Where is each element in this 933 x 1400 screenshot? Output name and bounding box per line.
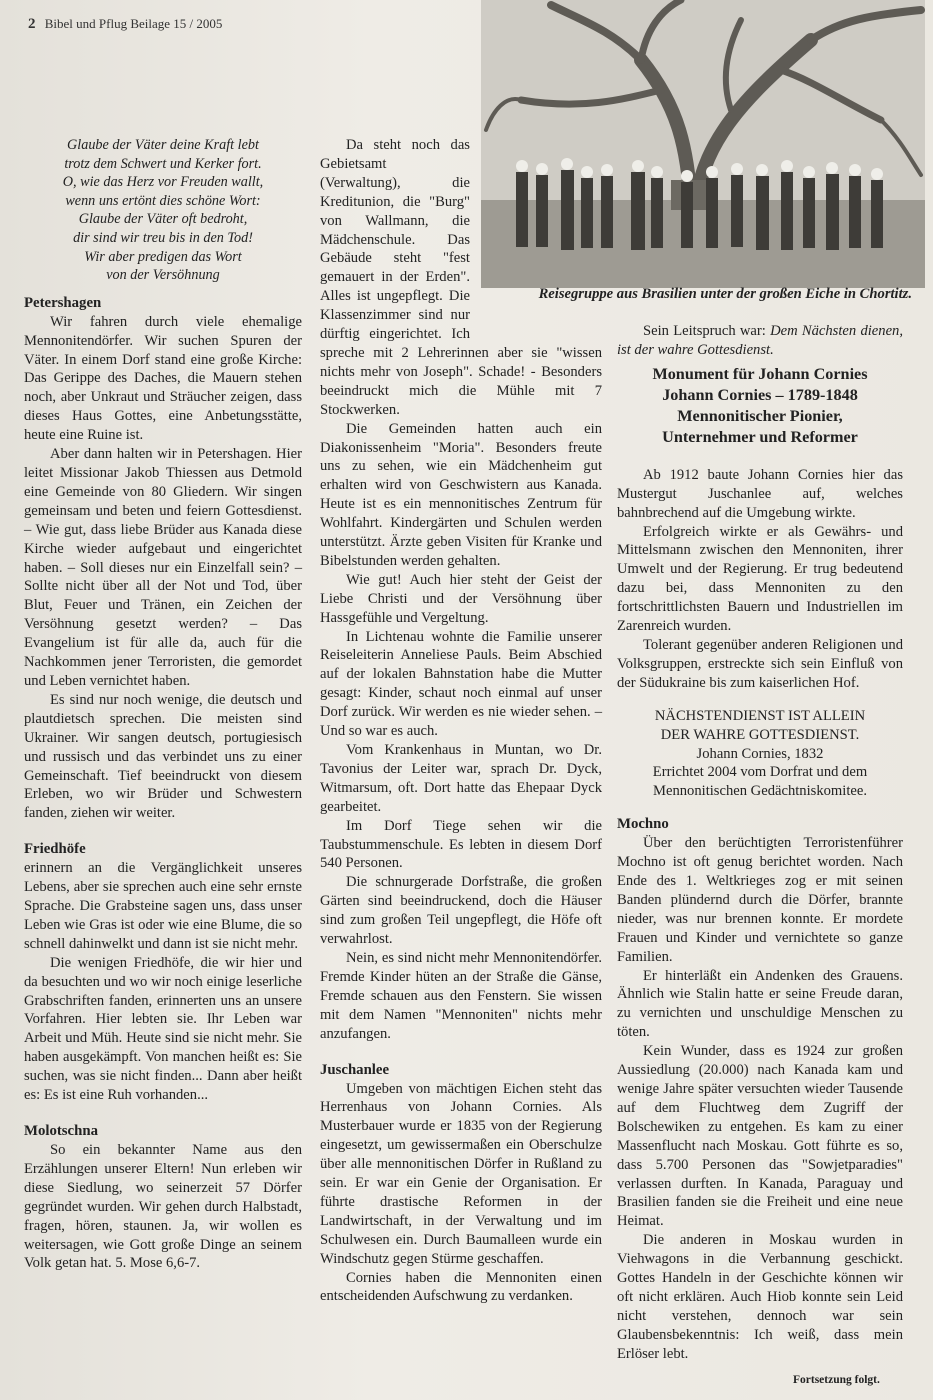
poem-line: von der Versöhnung (106, 267, 220, 284)
paragraph: Ab 1912 baute Johann Cornies hier das Mustergut Juschanlee auf, welches bahnbrechend auf die Umgebung wirkte. (617, 466, 903, 521)
paragraph: Im Dorf Tiege sehen wir die Taubstummenschule. Es lebten in diesem Dorf 540 Personen. (320, 817, 602, 872)
paragraph: Kein Wunder, dass es 1924 zur großen Aussiedlung (20.000) nach Kanada kam und wenige Jahre später versuchten wieder Tausende auf dem Fluchtweg dem Zugriff der Bolschewiken zu entgehen. Es kam zu einer Massenflucht nach Moskau. Gott führte es so, dass 5.700 Personen das "Sowjetparadies" verlassen durften. In Kanada, Paraguay und Brasilien fanden sie die Freiheit und eine neue Heimat. (617, 1043, 903, 1230)
monument-line: Mennonitischer Pionier, (677, 406, 843, 425)
paragraph: Cornies haben die Mennoniten einen entscheidenden Aufschwung zu verdanken. (320, 1269, 602, 1305)
publication-title: Bibel und Pflug Beilage (44, 16, 171, 31)
inscription-line: Johann Cornies, 1832 (696, 745, 824, 762)
column-1 (24, 136, 302, 1273)
heading-petershagen: Petershagen (24, 294, 102, 311)
paragraph: Es sind nur noch wenige, die deutsch und plautdietsch sprechen. Die meisten sind Ukrainer. Wir sangen deutsch, portugiesisch und russisch und das verbindet uns zu einer Gemeinschaft. Tief beeindruckt von diesem Erleben, wo wir Brüder und Schwestern fanden, ziehen wir weiter. (24, 691, 302, 822)
motto-paragraph (617, 322, 903, 360)
paragraph: Die anderen in Moskau wurden in Viehwagons in die Verbannung geschickt. Gottes Handeln in der Geschichte können wir oft nicht erklären. Auch Hiob konnte sein Leid nicht verstehen, dennoch war sein Glaubensbekenntnis: Ich weiß, dass mein Erlöser lebt. (617, 1232, 903, 1362)
paragraph: Da steht noch das Gebietsamt (Verwaltung), die Kreditunion, die "Burg" von Wallmann, die Mädchenschule. Das Gebäude steht "fest gemauert in der Erden". Alles ist ungepflegt. Die Klassenzimmer sind nur dürftig eingerichtet. Ich spreche mit 2 Lehrerinnen aber sie "wissen nichts mehr von Joseph". Schade! - Besonders beeindruckt mich die Mühle mit 7 Stockwerken. (320, 137, 602, 418)
paragraph: So ein bekannter Name aus den Erzählungen unserer Eltern! Nun erleben wir diese Siedlung, wo seinerzeit 57 Dörfer gegründet wurden. Wir gehen durch Halbstadt, fragen, hören, staunen. Ja, wir wollen es weitersagen, wie Gott große Dinge an seinem Volk getan hat. 5. Mose 6,6-7. (24, 1142, 302, 1272)
poem (24, 136, 302, 285)
paragraph: Er hinterläßt ein Andenken des Grauens. Ähnlich wie Stalin hatte er seine Freude daran, zu vernichten und unschuldige Menschen zu töten. (617, 967, 903, 1041)
monument-line: Monument für Johann Cornies (652, 364, 868, 383)
inscription-line: NÄCHSTENDIENST IST ALLEIN (654, 707, 866, 724)
paragraph: Die schnurgerade Dorfstraße, die großen Gärten sind beeindruckend, doch die Häuser sind zum großen Teil ungepflegt, die Höfe oft verwahrlost. (320, 874, 602, 948)
photo-wrap-spacer (470, 136, 602, 333)
poem-line: wenn uns ertönt dies schöne Wort: (65, 192, 261, 209)
paragraph: Über den berüchtigten Terroristenführer Mochno ist oft genug berichtet worden. Nach Ende des 1. Weltkrieges zog er mit seinen Banden plündernd durch die Dörfer, brannte nieder, was nur brennen konnte. Er mordete Frauen und Kinder und vernichtete so ganze Familien. (617, 835, 903, 965)
inscription-line: Mennonitischen Gedächtniskomitee. (653, 783, 867, 800)
inscription (617, 707, 903, 802)
motto-prefix: Sein Leitspruch war: (643, 323, 771, 339)
poem-line: Glaube der Väter deine Kraft lebt (67, 137, 259, 153)
poem-line: Wir aber predigen das Wort (84, 248, 242, 265)
paragraph: Vom Krankenhaus in Muntan, wo Dr. Tavonius der Leiter war, sprach Dr. Dyck, Witmarsum, oft. Dort hatte das Ehepaar Dyck gearbeitet. (320, 742, 602, 815)
monument-heading (617, 364, 903, 448)
column-3 (617, 322, 903, 1364)
paragraph: Die wenigen Friedhöfe, die wir hier und da besuchten und wo wir noch einige leserliche Grabschriften fanden, erinnerten uns an unsere Vorfahren. Hier lebten sie. Ihr Leben war Arbeit und Müh. Heute sind sie nicht mehr. Sie haben ausgekämpft. Von manchen heißt es: Sie suchen, was sie nicht finden... Dann aber heißt es: Es ist eine Ruh vorhanden... (24, 954, 302, 1104)
motto: Dem Nächsten dienen, ist der wahre Gottesdienst. (617, 323, 903, 358)
heading-mochno: Mochno (617, 816, 669, 833)
heading-juschanlee: Juschanlee (320, 1061, 390, 1078)
paragraph: Umgeben von mächtigen Eichen steht das Herrenhaus von Johann Cornies. Als Musterbauer wurde er 1835 von der Regierung eingesetzt, um gewissermaßen ein Oberschulze über alle mennonitischen Dörfer in Rußland zu sein. Er war ein Genie der Organisation. Er führte drastische Reformen in der Landwirtschaft, in der Verwaltung und im Schulwesen ein. Durch Baumalleen wurde ein Windschutz gegen Stürme geschaffen. (320, 1080, 602, 1267)
paragraph: Tolerant gegenüber anderen Religionen und Volksgruppen, erstreckte sich sein Einfluß von der Südukraine bis zum kaiserlichen Hof. (617, 636, 903, 691)
paragraph: erinnern an die Vergänglichkeit unseres Lebens, aber sie sprechen auch eine sehr ernste Sprache. Die Grabsteine sagen uns, dass unser Leben wie Gras ist oder wie eine Blume, die so schnell dahinwelkt und dann ist sie nicht mehr. (24, 860, 302, 952)
column-2 (320, 136, 602, 1306)
paragraph: Die Gemeinden hatten auch ein Diakonissenheim "Moria". Besonders freute uns zu sehen, wie ein Mädchenheim gut erhalten wird von Geschwistern aus Kanada. Heute ist es ein mennonitisches Zentrum für Wohlfahrt. Kindergärten und Schulen werden unterstützt. Ärzte geben Visiten für Kranke und Bibelstunden werden gehalten. (320, 420, 602, 569)
monument-line: Unternehmer und Reformer (662, 427, 858, 446)
paragraph: Wir fahren durch viele ehemalige Mennonitendörfer. Wir suchen Spuren der Väter. In einem Dorf stand eine große Kirche: Das Gerippe des Daches, die Mauern stehen noch, aber Unkraut und Sträucher zeigen, dass dieses Haus Gottes, eine Anbetungsstätte, heute eine Ruine ist. (24, 313, 302, 444)
page-number: 2 (28, 16, 36, 32)
inscription-line: DER WAHRE GOTTESDIENST. (660, 726, 860, 743)
poem-line: trotz dem Schwert und Kerker fort. (64, 155, 262, 172)
continued-note: Fortsetzung folgt. (793, 1374, 880, 1386)
paragraph: Erfolgreich wirkte er als Gewährs- und Mittelsmann zwischen den Mennoniten, ihrer Umwelt und der Regierung. Er trug bedeutend dazu bei, dass Mennoniten zu den fortschrittlichsten Bauern und Industriellen im Zarenreich wurden. (617, 523, 903, 635)
poem-line: dir sind wir treu bis in den Tod! (73, 229, 253, 246)
poem-line: Glaube der Väter oft bedroht, (78, 211, 248, 228)
monument-line: Johann Cornies – 1789-1848 (662, 385, 858, 404)
inscription-line: Errichtet 2004 vom Dorfrat und dem (652, 764, 868, 781)
heading-molotschna: Molotschna (24, 1123, 98, 1139)
issue-number: 15 / 2005 (173, 16, 223, 31)
page-header (28, 16, 222, 33)
poem-line: O, wie das Herz vor Freuden wallt, (62, 174, 264, 191)
paragraph: In Lichtenau wohnte die Familie unserer Reiseleiterin Anneliese Pauls. Beim Abschied auf der lokalen Bahnstation habe die Mutter gesagt: Kinder, schaut noch einmal auf unser Dorf zurück. Wir werden es nie wieder sehen. – Und so war es auch. (320, 628, 602, 740)
paragraph: Nein, es sind nicht mehr Mennonitendörfer. Fremde Kinder hüten an der Straße die Gänse, Fremde schauen aus den Fenstern. Sie wissen mit dem Namen "Mennoniten" nichts mehr anzufangen. (320, 949, 602, 1042)
heading-friedhoefe: Friedhöfe (24, 841, 86, 858)
paragraph: Aber dann halten wir in Petershagen. Hier leitet Missionar Jakob Thiessen aus Detmold eine Gemeinde von 80 Gliedern. Wir singen gemeinsam und beten und feiern Gottesdienst. – Wie gut, dass liebe Brüder aus Kanada diese Kirche wieder aufgebaut und eingerichtet haben. – Soll dieses nur ein Einzelfall sein? – Sollte nicht über all der Not und Tod, über Blut, Feuer und Tränen, ein Zeichen der Versöhnung gesetzt werden? – Das Evangelium ist für alle da, auch für die Nachkommen jener Terroristen, die gemordet und Leben vernichtet haben. (24, 446, 302, 689)
photo-caption: Reisegruppe aus Brasilien unter der großen Eiche in Chortitz. (538, 286, 912, 302)
paragraph: Wie gut! Auch hier steht der Geist der Liebe Christi und der Versöhnung über Hassgefühle und Vergeltung. (320, 571, 602, 626)
